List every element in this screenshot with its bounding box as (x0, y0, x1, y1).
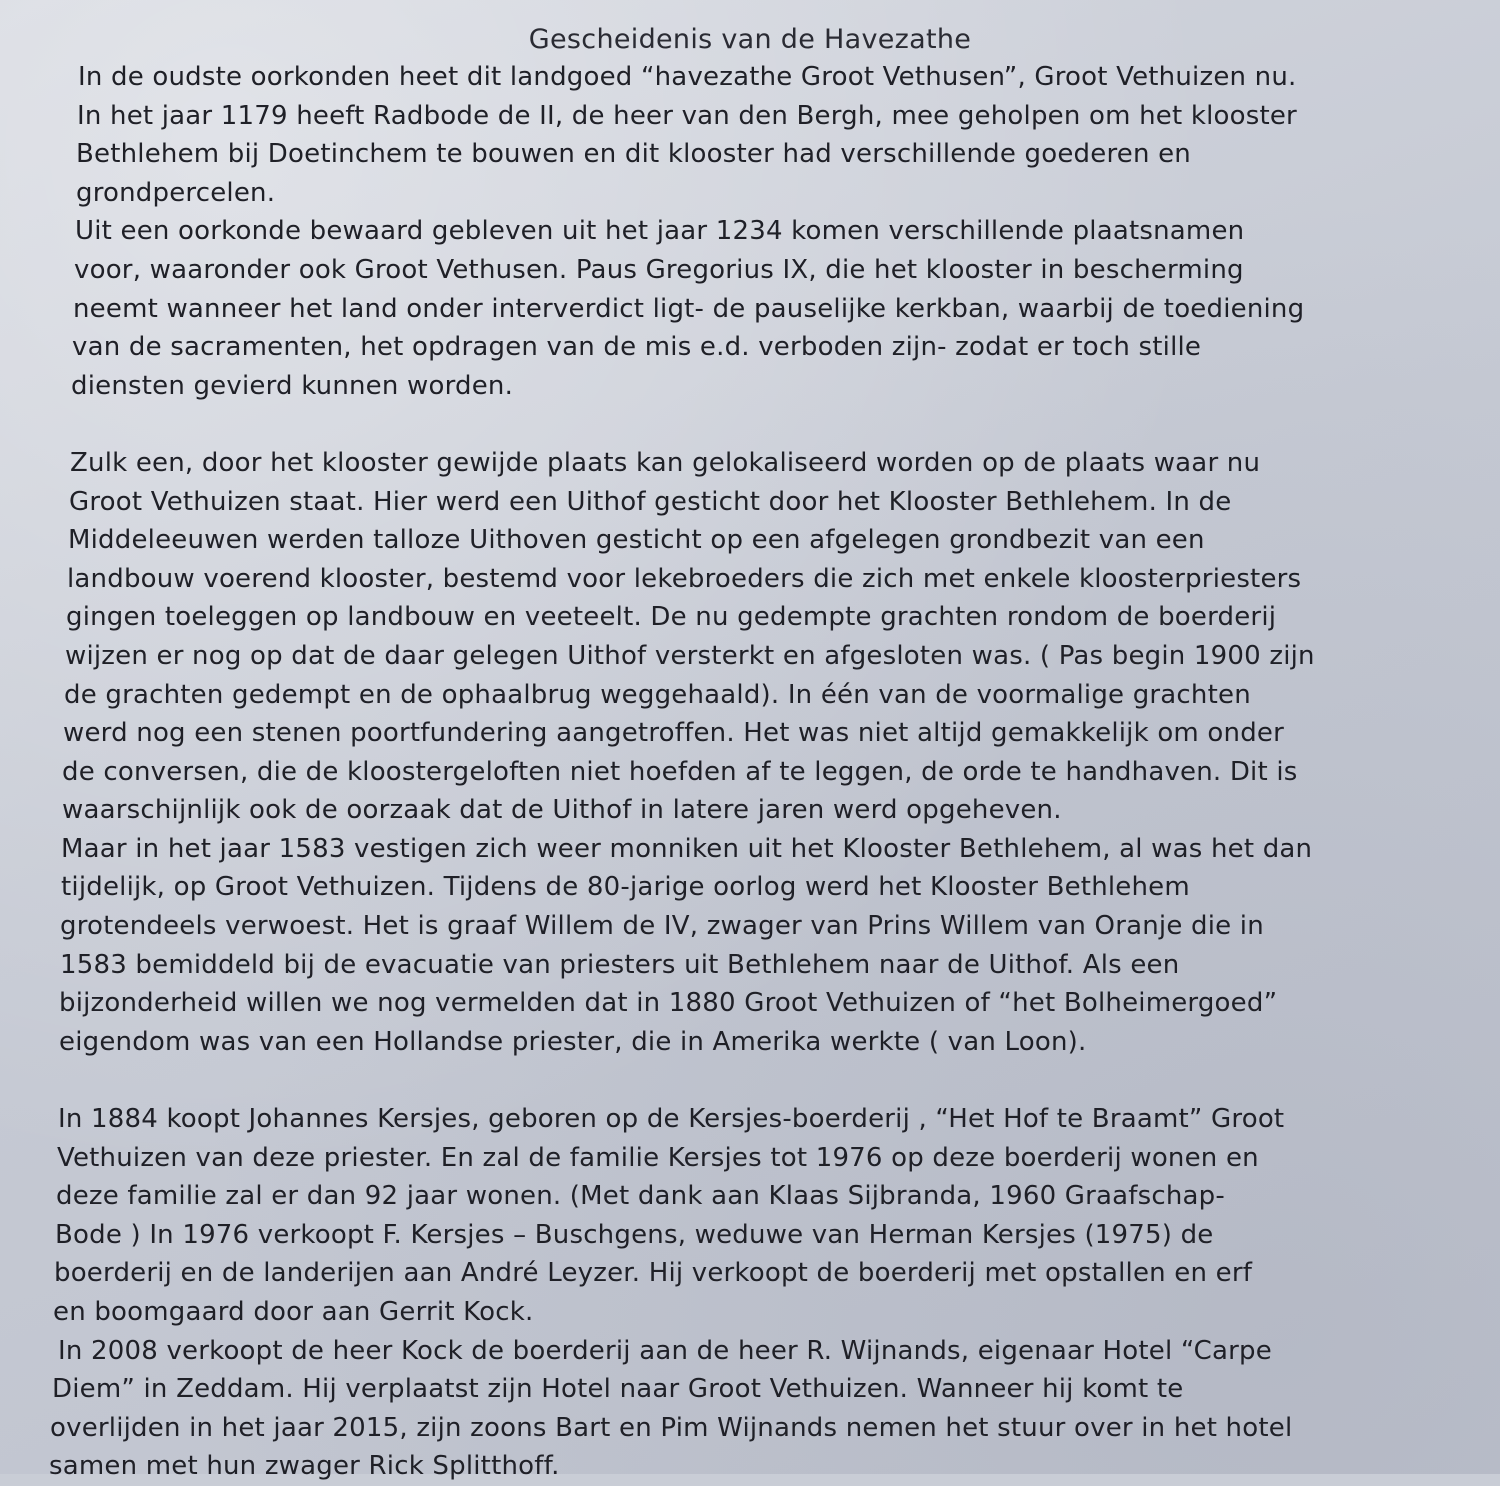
text-line: overlijden in het jaar 2015, zijn zoons Bart en Pim Wijnands nemen het stuur over in het hotel (50, 1412, 1293, 1443)
text-line: werd nog een stenen poortfundering aangetroffen. Het was niet altijd gemakkelijk om onder (63, 718, 1284, 749)
text-line: 1583 bemiddeld bij de evacuatie van priesters uit Bethlehem naar de Uithof. Als een (60, 949, 1180, 980)
text-line: van de sacramenten, het opdragen van de mis e.d. verboden zijn- zodat er toch stille (72, 332, 1202, 363)
text-line: In de oudste oorkonden heet dit landgoed “havezathe Groot Vethusen”, Groot Vethuizen nu. (78, 62, 1297, 92)
text-line: boerderij en de landerijen aan André Leyzer. Hij verkoopt de boerderij met opstallen en erf (54, 1258, 1253, 1289)
text-line: grotendeels verwoest. Het is graaf Willem de IV, zwager van Prins Willem van Oranje die in (60, 911, 1264, 942)
text-line: neemt wanneer het land onder interverdict ligt- de pauselijke kerkban, waarbij de toediening (73, 293, 1305, 324)
paragraph-gap (0, 405, 1500, 444)
text-line: Bode ) In 1976 verkoopt F. Kersjes – Buschgens, weduwe van Herman Kersjes (1975) de (55, 1219, 1214, 1250)
text-line: tijdelijk, op Groot Vethuizen. Tijdens de 80-jarige oorlog werd het Klooster Bethlehem (61, 872, 1190, 903)
text-line: bijzonderheid willen we nog vermelden dat in 1880 Groot Vethuizen of “het Bolheimergoed” (59, 988, 1278, 1019)
text-line: grondpercelen. (76, 177, 276, 208)
text-line: de grachten gedempt en de ophaalbrug weggehaald). In één van de voormalige grachten (64, 679, 1251, 710)
text-line: wijzen er nog op dat de daar gelegen Uithof versterkt en afgesloten was. ( Pas begin 1900 zijn (65, 640, 1315, 671)
text-line: Uit een oorkonde bewaard gebleven uit het jaar 1234 komen verschillende plaatsnamen (75, 216, 1245, 247)
text-line: waarschijnlijk ook de oorzaak dat de Uithof in latere jaren werd opgeheven. (62, 795, 1062, 826)
text-line: diensten gevierd kunnen worden. (71, 370, 514, 401)
text-line: de conversen, die de kloostergeloften niet hoefden af te leggen, de orde te handhaven. Dit is (62, 756, 1298, 787)
text-line: samen met hun zwager Rick Splitthoff. (49, 1451, 560, 1482)
text-line: Diem” in Zeddam. Hij verplaatst zijn Hotel naar Groot Vethuizen. Wanneer hij komt te (52, 1374, 1184, 1405)
text-line: Maar in het jaar 1583 vestigen zich weer monniken uit het Klooster Bethlehem, al was het dan (61, 833, 1313, 864)
plaque-body (0, 58, 1500, 1486)
text-line: voor, waaronder ook Groot Vethusen. Paus Gregorius IX, die het klooster in bescherming (74, 254, 1244, 285)
text-line: eigendom was van een Hollandse priester, die in Amerika werkte ( van Loon). (59, 1026, 1087, 1057)
text-line: gingen toeleggen op landbouw en veeteelt. De nu gedempte grachten rondom de boerderij (66, 602, 1277, 633)
text-line: Bethlehem bij Doetinchem te bouwen en dit klooster had verschillende goederen en (76, 139, 1191, 170)
text-line: In 1884 koopt Johannes Kersjes, geboren op de Kersjes-boerderij , “Het Hof te Braamt” Groot (58, 1104, 1285, 1135)
text-line: deze familie zal er dan 92 jaar wonen. (Met dank aan Klaas Sijbranda, 1960 Graafschap- (56, 1181, 1225, 1212)
text-line: Groot Vethuizen staat. Hier werd een Uithof gesticht door het Klooster Bethlehem. In de (69, 486, 1232, 517)
text-line: Middeleeuwen werden talloze Uithoven gesticht op een afgelegen grondbezit van een (68, 525, 1205, 556)
text-line: In het jaar 1179 heeft Radbode de II, de heer van den Bergh, mee geholpen om het klooster (77, 100, 1297, 131)
text-line: Vethuizen van deze priester. En zal de familie Kersjes tot 1976 op deze boerderij wonen en (57, 1142, 1259, 1173)
text-line: In 2008 verkoopt de heer Kock de boerderij aan de heer R. Wijnands, eigenaar Hotel “Carpe (58, 1335, 1272, 1366)
text-line: Zulk een, door het klooster gewijde plaats kan gelokaliseerd worden op de plaats waar nu (70, 447, 1261, 478)
plaque-title: Gescheidenis van de Havezathe (528, 24, 972, 55)
text-line: en boomgaard door aan Gerrit Kock. (53, 1297, 534, 1327)
paragraph-gap (0, 1061, 1500, 1100)
text-line: landbouw voerend klooster, bestemd voor lekebroeders die zich met enkele kloosterpriesters (67, 563, 1302, 594)
